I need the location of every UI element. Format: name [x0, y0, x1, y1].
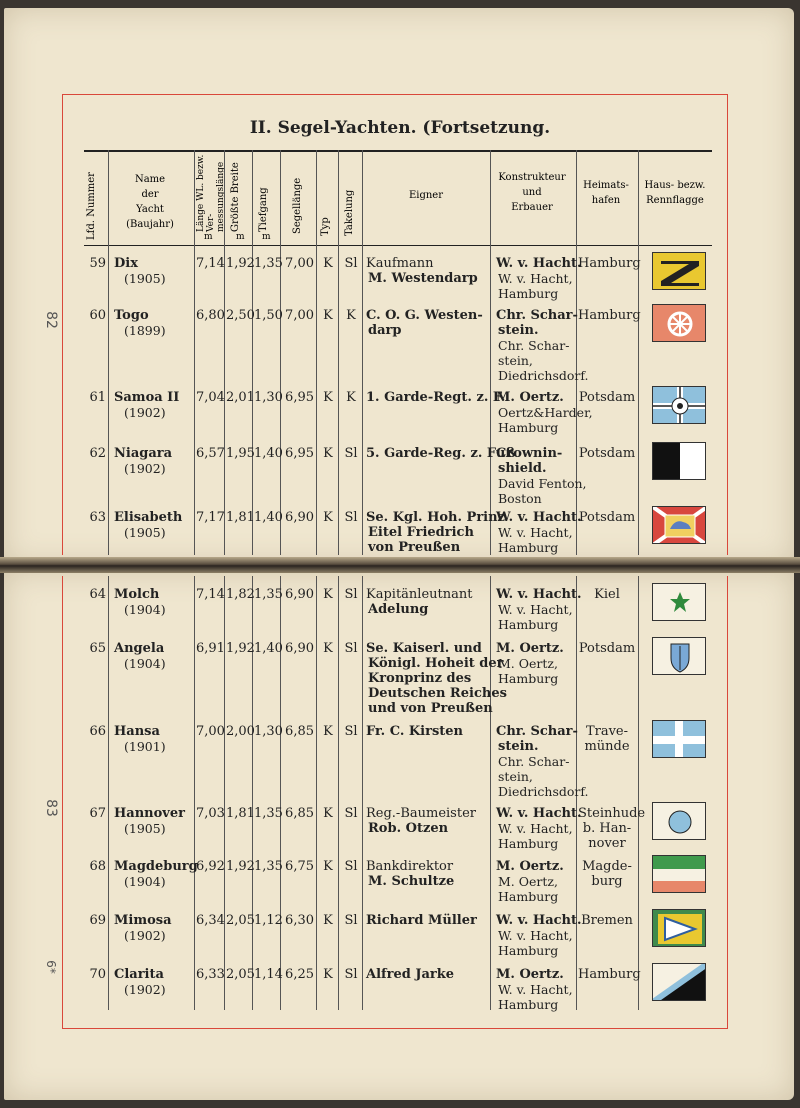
header-tiefgang: Tiefgang	[258, 187, 269, 232]
unit-breite: m	[236, 232, 245, 242]
type-value: K	[323, 806, 333, 821]
builder-line: W. v. Hacht,	[498, 982, 573, 997]
header-konstrukteur: Konstrukteur und Erbauer	[498, 172, 566, 213]
cross-flag-icon	[652, 720, 706, 758]
builder-line: W. v. Hacht,	[498, 525, 573, 540]
builder-line: W. v. Hacht.	[496, 913, 582, 928]
builder-line: David Fenton,	[498, 476, 587, 491]
length-value: 7,00	[196, 724, 225, 739]
owner-line: M. Westendarp	[368, 271, 478, 286]
sail-length-value: 6,90	[285, 641, 314, 656]
draft-value: 1,40	[254, 510, 283, 525]
column-rule	[490, 576, 491, 1010]
yacht-year: (1902)	[124, 928, 166, 943]
column-rule	[224, 150, 225, 555]
beam-value: 1,82	[226, 587, 255, 602]
rosette-cross-flag-icon	[652, 386, 706, 424]
home-port-line: Hamburg	[578, 308, 641, 323]
sail-length-value: 6,25	[285, 967, 314, 982]
rig-value: Sl	[344, 967, 358, 982]
header-takelung: Takelung	[344, 189, 355, 236]
signature-mark: 6*	[43, 960, 58, 974]
row-number: 64	[89, 587, 106, 602]
yacht-name: Clarita	[114, 967, 164, 982]
sail-length-value: 7,00	[285, 308, 314, 323]
type-value: K	[323, 913, 333, 928]
builder-line: W. v. Hacht,	[498, 602, 573, 617]
tricolor-flag-icon	[652, 855, 706, 893]
header-typ: Typ	[320, 217, 331, 236]
builder-line: Boston	[498, 491, 542, 506]
header-flagge: Haus- bezw. Rennflagge	[644, 180, 706, 206]
yacht-name: Elisabeth	[114, 510, 183, 525]
type-value: K	[323, 308, 333, 323]
yacht-name: Molch	[114, 587, 160, 602]
star-flag-icon	[652, 583, 706, 621]
owner-line: 5. Garde-Reg. z. Fuß	[366, 446, 516, 461]
draft-value: 1,35	[254, 256, 283, 271]
row-number: 59	[89, 256, 106, 271]
row-number: 61	[89, 390, 106, 405]
beam-value: 2,50	[226, 308, 255, 323]
length-value: 7,04	[196, 390, 225, 405]
builder-line: M. Oertz.	[496, 967, 564, 982]
owner-line: Se. Kgl. Hoh. Prinz	[366, 510, 505, 525]
column-rule	[338, 576, 339, 1010]
draft-value: 1,30	[254, 390, 283, 405]
yacht-year: (1905)	[124, 821, 166, 836]
page-number-83: 83	[42, 799, 59, 817]
type-value: K	[323, 724, 333, 739]
type-value: K	[323, 641, 333, 656]
sail-length-value: 6,90	[285, 510, 314, 525]
row-number: 68	[89, 859, 106, 874]
builder-line: W. v. Hacht.	[496, 510, 582, 525]
type-value: K	[323, 967, 333, 982]
length-value: 7,03	[196, 806, 225, 821]
home-port-line: Magde-	[582, 859, 632, 874]
home-port-line: Potsdam	[578, 510, 636, 525]
row-number: 60	[89, 308, 106, 323]
rig-value: Sl	[344, 724, 358, 739]
column-rule	[316, 576, 317, 1010]
beam-value: 1,81	[226, 806, 255, 821]
owner-line: Rob. Otzen	[368, 821, 449, 836]
column-rule	[362, 150, 363, 555]
ball-flag-icon	[652, 802, 706, 840]
builder-line: M. Oertz.	[496, 859, 564, 874]
row-number: 65	[89, 641, 106, 656]
column-rule	[252, 150, 253, 555]
yacht-name: Hansa	[114, 724, 160, 739]
column-rule	[108, 576, 109, 1010]
beam-value: 2,00	[226, 724, 255, 739]
beam-value: 1,95	[226, 446, 255, 461]
yacht-year: (1899)	[124, 323, 166, 338]
home-port-line: Kiel	[594, 587, 620, 602]
rig-value: Sl	[344, 859, 358, 874]
yacht-year: (1904)	[124, 656, 166, 671]
builder-line: Diedrichsdorf.	[498, 784, 589, 799]
length-value: 7,17	[196, 510, 225, 525]
sail-length-value: 6,95	[285, 390, 314, 405]
sail-length-value: 6,75	[285, 859, 314, 874]
length-value: 6,80	[196, 308, 225, 323]
column-rule	[194, 150, 195, 555]
length-value: 6,92	[196, 859, 225, 874]
builder-line: W. v. Hacht.	[496, 256, 582, 271]
length-value: 6,57	[196, 446, 225, 461]
draft-value: 1,14	[254, 967, 283, 982]
builder-line: stein.	[498, 739, 539, 754]
home-port-line: b. Han-	[582, 821, 632, 836]
row-number: 62	[89, 446, 106, 461]
owner-line: Deutschen Reiches	[368, 686, 507, 701]
home-port-line: Potsdam	[578, 446, 636, 461]
header-segellaenge: Segellänge	[292, 177, 303, 234]
draft-value: 1,12	[254, 913, 283, 928]
draft-value: 1,35	[254, 859, 283, 874]
header-nummer: Lfd. Nummer	[86, 172, 97, 240]
builder-line: Chr. Schar-	[498, 754, 570, 769]
length-value: 7,14	[196, 587, 225, 602]
type-value: K	[323, 390, 333, 405]
builder-line: M. Oertz.	[496, 641, 564, 656]
yacht-year: (1905)	[124, 525, 166, 540]
column-rule	[280, 150, 281, 555]
owner-line: Bankdirektor	[366, 859, 454, 874]
builder-line: Hamburg	[498, 836, 559, 851]
row-number: 69	[89, 913, 106, 928]
rig-value: Sl	[344, 256, 358, 271]
column-rule	[108, 150, 109, 555]
sail-length-value: 6,85	[285, 806, 314, 821]
builder-line: Hamburg	[498, 943, 559, 958]
yacht-name: Hannover	[114, 806, 185, 821]
builder-line: stein,	[498, 353, 533, 368]
builder-line: Chr. Schar-	[496, 724, 578, 739]
owner-line: Alfred Jarke	[366, 967, 455, 982]
owner-line: Kapitänleutnant	[366, 587, 473, 602]
header-breite: Größte Breite	[230, 162, 241, 232]
yacht-name: Samoa II	[114, 390, 180, 405]
header-heimatshafen: Heimats- hafen	[583, 180, 629, 206]
header-bottom-rule	[84, 245, 712, 246]
owner-line: 1. Garde-Regt. z. F.	[366, 390, 506, 405]
builder-line: Hamburg	[498, 617, 559, 632]
column-rule	[638, 576, 639, 1010]
row-number: 63	[89, 510, 106, 525]
column-rule	[638, 150, 639, 555]
type-value: K	[323, 587, 333, 602]
home-port-line: münde	[584, 739, 630, 754]
beam-value: 2,05	[226, 967, 255, 982]
builder-line: Hamburg	[498, 420, 559, 435]
yacht-name: Dix	[114, 256, 138, 271]
owner-line: Fr. C. Kirsten	[366, 724, 464, 739]
sail-length-value: 6,30	[285, 913, 314, 928]
owner-line: Eitel Friedrich	[368, 525, 474, 540]
unit-laenge: m	[204, 232, 213, 242]
column-rule	[362, 576, 363, 1010]
home-port-line: nover	[588, 836, 626, 851]
home-port-line: Hamburg	[578, 967, 641, 982]
rig-value: Sl	[344, 913, 358, 928]
builder-line: M. Oertz.	[496, 390, 564, 405]
column-rule	[490, 150, 491, 555]
length-value: 6,34	[196, 913, 225, 928]
builder-line: W. v. Hacht,	[498, 821, 573, 836]
builder-line: Hamburg	[498, 997, 559, 1012]
page-number-82: 82	[42, 311, 59, 329]
owner-line: Kronprinz des	[368, 671, 472, 686]
owner-line: M. Schultze	[368, 874, 455, 889]
rig-value: Sl	[344, 587, 358, 602]
beam-value: 1,92	[226, 256, 255, 271]
owner-line: Se. Kaiserl. und	[366, 641, 482, 656]
header-name: Name der Yacht (Baujahr)	[126, 174, 174, 230]
book-gutter	[0, 557, 800, 573]
diagonal-flag-icon	[652, 963, 706, 1001]
beam-value: 2,01	[226, 390, 255, 405]
builder-line: Chr. Schar-	[496, 308, 578, 323]
rig-value: K	[346, 308, 356, 323]
unit-tiefgang: m	[262, 232, 271, 242]
draft-value: 1,50	[254, 308, 283, 323]
sail-length-value: 6,85	[285, 724, 314, 739]
yacht-year: (1902)	[124, 982, 166, 997]
yacht-name: Niagara	[114, 446, 173, 461]
column-rule	[338, 150, 339, 555]
draft-value: 1,35	[254, 806, 283, 821]
yacht-name: Angela	[114, 641, 165, 656]
yacht-name: Mimosa	[114, 913, 172, 928]
header-eigner: Eigner	[408, 190, 444, 201]
home-port-line: Potsdam	[578, 390, 636, 405]
builder-line: Oertz&Harder,	[498, 405, 593, 420]
z-flag-icon	[652, 252, 706, 290]
home-port-line: Potsdam	[578, 641, 636, 656]
builder-line: Chr. Schar-	[498, 338, 570, 353]
builder-line: W. v. Hacht.	[496, 587, 582, 602]
type-value: K	[323, 510, 333, 525]
type-value: K	[323, 859, 333, 874]
yacht-year: (1904)	[124, 874, 166, 889]
yacht-name: Magdeburg	[114, 859, 198, 874]
draft-value: 1,40	[254, 641, 283, 656]
builder-line: Hamburg	[498, 889, 559, 904]
yacht-year: (1905)	[124, 271, 166, 286]
page-title: II. Segel-Yachten. (Fortsetzung.	[249, 118, 551, 138]
builder-line: Crownin-	[496, 446, 563, 461]
rig-value: Sl	[344, 641, 358, 656]
builder-line: Hamburg	[498, 286, 559, 301]
black-white-flag-icon	[652, 442, 706, 480]
owner-line: Königl. Hoheit der	[368, 656, 504, 671]
owner-line: Reg.-Baumeister	[366, 806, 476, 821]
builder-line: shield.	[498, 461, 547, 476]
beam-value: 1,81	[226, 510, 255, 525]
owner-line: Kaufmann	[366, 256, 434, 271]
owner-line: Adelung	[368, 602, 429, 617]
column-rule	[316, 150, 317, 555]
owner-line: Richard Müller	[366, 913, 477, 928]
home-port-line: Bremen	[581, 913, 633, 928]
owner-line: und von Preußen	[368, 701, 493, 716]
builder-line: Hamburg	[498, 540, 559, 555]
sail-length-value: 6,95	[285, 446, 314, 461]
yacht-year: (1902)	[124, 405, 166, 420]
draft-value: 1,35	[254, 587, 283, 602]
home-port-line: burg	[591, 874, 623, 889]
beam-value: 1,92	[226, 859, 255, 874]
home-port-line: Trave-	[585, 724, 629, 739]
wheel-flag-icon	[652, 304, 706, 342]
yacht-year: (1904)	[124, 602, 166, 617]
builder-line: stein,	[498, 769, 533, 784]
length-value: 6,91	[196, 641, 225, 656]
header-top-rule	[84, 150, 712, 152]
shield-flag-icon	[652, 637, 706, 675]
rig-value: Sl	[344, 446, 358, 461]
draft-value: 1,40	[254, 446, 283, 461]
builder-line: M. Oertz,	[498, 874, 558, 889]
builder-line: Diedrichsdorf.	[498, 368, 589, 383]
yacht-year: (1901)	[124, 739, 166, 754]
triangle-flag-icon	[652, 909, 706, 947]
owner-line: von Preußen	[368, 540, 461, 555]
type-value: K	[323, 256, 333, 271]
home-port-line: Steinhude	[578, 806, 646, 821]
length-value: 7,14	[196, 256, 225, 271]
draft-value: 1,30	[254, 724, 283, 739]
type-value: K	[323, 446, 333, 461]
column-rule	[576, 150, 577, 555]
builder-line: W. v. Hacht,	[498, 928, 573, 943]
builder-line: W. v. Hacht.	[496, 806, 582, 821]
length-value: 6,33	[196, 967, 225, 982]
home-port-line: Hamburg	[578, 256, 641, 271]
column-rule	[194, 576, 195, 1010]
rig-value: Sl	[344, 510, 358, 525]
builder-line: W. v. Hacht,	[498, 271, 573, 286]
sail-length-value: 6,90	[285, 587, 314, 602]
rig-value: Sl	[344, 806, 358, 821]
rig-value: K	[346, 390, 356, 405]
builder-line: M. Oertz,	[498, 656, 558, 671]
lion-flag-icon	[652, 506, 706, 544]
yacht-year: (1902)	[124, 461, 166, 476]
builder-line: stein.	[498, 323, 539, 338]
owner-line: C. O. G. Westen-	[366, 308, 483, 323]
row-number: 66	[89, 724, 106, 739]
row-number: 67	[89, 806, 106, 821]
beam-value: 1,92	[226, 641, 255, 656]
owner-line: darp	[368, 323, 402, 338]
sail-length-value: 7,00	[285, 256, 314, 271]
row-number: 70	[89, 967, 106, 982]
header-laenge: Länge WL. bezw. Ver-messungslänge	[196, 154, 226, 232]
builder-line: Hamburg	[498, 671, 559, 686]
beam-value: 2,05	[226, 913, 255, 928]
yacht-name: Togo	[114, 308, 149, 323]
